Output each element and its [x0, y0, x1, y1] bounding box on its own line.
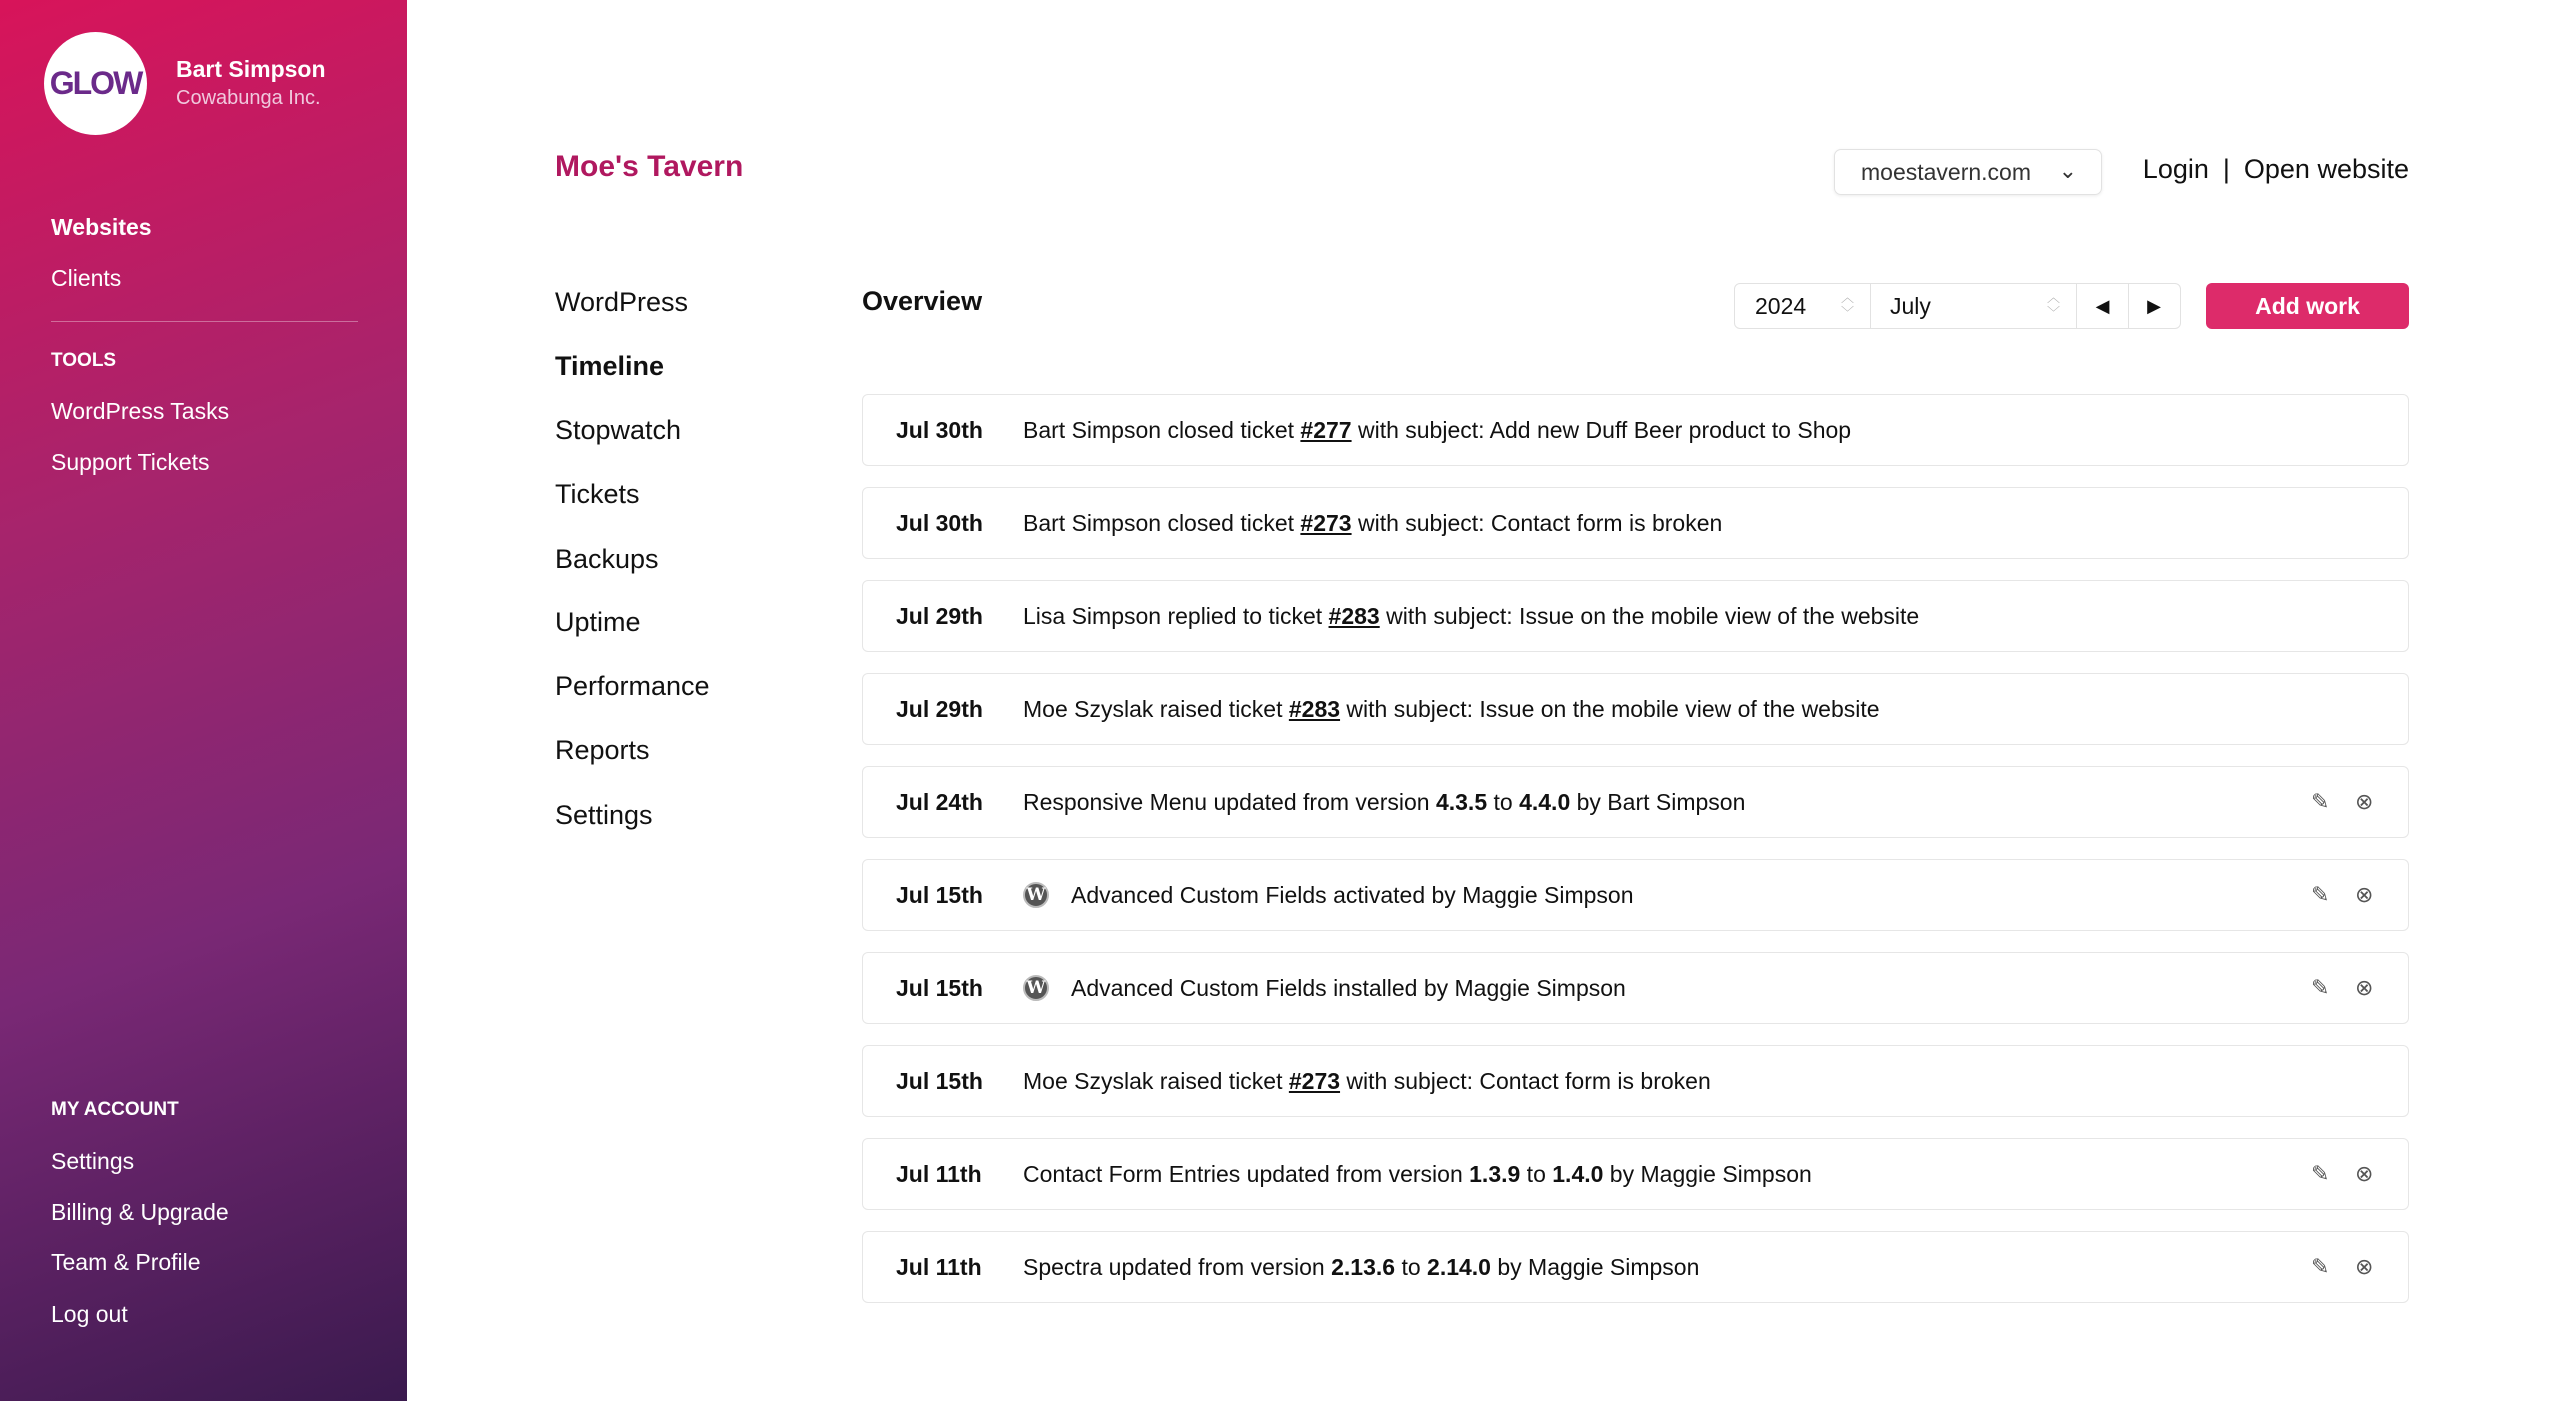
version-number: 4.4.0	[1519, 788, 1571, 815]
sidebar-item-websites[interactable]: Websites	[51, 214, 152, 240]
subnav-stopwatch[interactable]: Stopwatch	[555, 415, 682, 445]
company-name: Cowabunga Inc.	[176, 87, 321, 109]
subnav-timeline[interactable]: Timeline	[555, 351, 665, 381]
timeline-row	[862, 1231, 2409, 1303]
sidebar	[0, 0, 407, 1401]
prev-month-button[interactable]	[2076, 283, 2129, 329]
row-text-part: by Maggie Simpson	[1603, 1160, 1812, 1187]
row-text-part: by Maggie Simpson	[1490, 1253, 1700, 1280]
wordpress-icon: W	[1023, 882, 1049, 908]
remove-icon[interactable]: ⊗	[2355, 975, 2374, 1000]
subnav-uptime[interactable]: Uptime	[555, 607, 641, 637]
chevron-down-icon: ⌄	[2058, 158, 2077, 183]
version-number: 2.14.0	[1427, 1253, 1491, 1280]
edit-icon[interactable]: ✎	[2311, 1254, 2330, 1279]
sidebar-item-support-tickets[interactable]: Support Tickets	[51, 449, 210, 475]
timeline-row	[862, 673, 2409, 745]
row-text-part: with subject: Issue on the mobile view of the website	[1379, 602, 1920, 629]
next-month-button[interactable]	[2128, 283, 2181, 329]
row-text	[1023, 1068, 1711, 1095]
tools-heading: TOOLS	[51, 350, 117, 371]
overview-heading: Overview	[862, 286, 983, 316]
timeline-row	[862, 952, 2409, 1024]
ticket-link[interactable]: #283	[1288, 695, 1341, 722]
open-website-link[interactable]: Open website	[2243, 154, 2409, 184]
subnav-tickets[interactable]: Tickets	[555, 479, 640, 509]
subnav-performance[interactable]: Performance	[555, 671, 710, 701]
row-date: Jul 11th	[896, 1253, 982, 1280]
domain-value: moestavern.com	[1861, 158, 2032, 185]
sidebar-item-logout[interactable]: Log out	[51, 1301, 128, 1327]
company-logo	[44, 32, 147, 135]
row-date: Jul 15th	[896, 881, 983, 908]
ticket-link[interactable]: #283	[1328, 602, 1380, 629]
add-work-button[interactable]: Add work	[2206, 283, 2409, 329]
month-value: July	[1890, 292, 1931, 319]
row-date: Jul 15th	[896, 1067, 983, 1094]
domain-select[interactable]	[1834, 149, 2102, 195]
row-text-part: with subject: Contact form is broken	[1351, 509, 1723, 536]
timeline-row	[862, 394, 2409, 466]
year-value: 2024	[1755, 292, 1807, 319]
subnav-reports[interactable]: Reports	[555, 735, 650, 765]
timeline-row	[862, 859, 2409, 931]
remove-icon[interactable]: ⊗	[2355, 789, 2374, 814]
row-text-part: Moe Szyslak raised ticket	[1023, 1067, 1289, 1094]
row-text	[1023, 510, 1722, 537]
row-text-part: Moe Szyslak raised ticket	[1023, 695, 1289, 722]
row-date: Jul 30th	[896, 509, 983, 536]
remove-icon[interactable]: ⊗	[2355, 1161, 2374, 1186]
row-text-part: Advanced Custom Fields activated by Maggie Simpson	[1071, 881, 1634, 908]
row-date: Jul 29th	[896, 602, 983, 629]
subnav-wordpress[interactable]: WordPress	[555, 287, 689, 317]
user-name: Bart Simpson	[176, 56, 326, 82]
sidebar-item-team-profile[interactable]: Team & Profile	[51, 1249, 201, 1275]
row-date: Jul 11th	[896, 1160, 982, 1187]
edit-icon[interactable]: ✎	[2311, 1161, 2330, 1186]
version-number: 4.3.5	[1435, 788, 1488, 815]
sidebar-item-settings[interactable]: Settings	[51, 1148, 135, 1174]
ticket-link[interactable]: #273	[1300, 509, 1352, 536]
row-text	[1023, 603, 1919, 630]
row-text	[1023, 696, 1880, 723]
timeline-row	[862, 766, 2409, 838]
edit-icon[interactable]: ✎	[2311, 975, 2330, 1000]
row-text	[1023, 417, 1851, 444]
year-select[interactable]	[1734, 283, 1871, 329]
site-title: Moe's Tavern	[555, 150, 744, 183]
spinner-icon: ︿ ﹀	[1840, 290, 1854, 320]
remove-icon[interactable]: ⊗	[2355, 882, 2374, 907]
row-text-part: Contact Form Entries updated from version	[1023, 1160, 1470, 1187]
subnav-settings[interactable]: Settings	[555, 800, 653, 830]
row-text-part: to	[1487, 788, 1520, 815]
row-date: Jul 24th	[896, 788, 983, 815]
caret-left-icon: ◀	[2095, 295, 2110, 316]
subnav-backups[interactable]: Backups	[555, 544, 659, 574]
row-text	[1023, 1254, 1699, 1281]
account-heading: MY ACCOUNT	[51, 1099, 179, 1120]
row-date: Jul 30th	[896, 416, 983, 443]
logo-text: GLOW	[49, 65, 142, 101]
row-text	[1023, 789, 1745, 816]
link-separator: |	[2222, 154, 2230, 184]
row-text-part: Spectra updated from version	[1023, 1253, 1332, 1280]
sidebar-item-clients[interactable]: Clients	[51, 265, 122, 291]
timeline-row	[862, 1138, 2409, 1210]
caret-right-icon: ▶	[2147, 295, 2161, 316]
row-text	[1023, 975, 1626, 1002]
timeline-row	[862, 580, 2409, 652]
row-date: Jul 15th	[896, 974, 983, 1001]
row-date: Jul 29th	[896, 695, 983, 722]
row-text-part: with subject: Issue on the mobile view of the website	[1340, 695, 1880, 722]
row-text-part: with subject: Add new Duff Beer product to Shop	[1351, 416, 1852, 443]
row-text-part: Lisa Simpson replied to ticket	[1023, 602, 1329, 629]
wordpress-icon: W	[1023, 975, 1049, 1001]
row-text-part: Responsive Menu updated from version	[1023, 788, 1436, 815]
month-select[interactable]	[1870, 283, 2077, 329]
ticket-link[interactable]: #277	[1300, 416, 1352, 443]
sidebar-divider	[51, 321, 358, 322]
version-number: 1.4.0	[1552, 1160, 1604, 1187]
row-text-part: Bart Simpson closed ticket	[1023, 509, 1301, 536]
sidebar-item-billing[interactable]: Billing & Upgrade	[51, 1199, 229, 1225]
version-number: 1.3.9	[1469, 1160, 1521, 1187]
row-text-part: Bart Simpson closed ticket	[1023, 416, 1301, 443]
edit-icon[interactable]: ✎	[2311, 882, 2330, 907]
row-text-part: to	[1395, 1253, 1428, 1280]
timeline-row	[862, 487, 2409, 559]
remove-icon[interactable]: ⊗	[2355, 1254, 2374, 1279]
edit-icon[interactable]: ✎	[2311, 789, 2330, 814]
login-link[interactable]: Login	[2142, 154, 2209, 184]
row-text-part: by Bart Simpson	[1570, 788, 1746, 815]
sidebar-item-wordpress-tasks[interactable]: WordPress Tasks	[51, 398, 230, 424]
spinner-icon: ︿ ﹀	[2046, 290, 2060, 320]
ticket-link[interactable]: #273	[1288, 1067, 1341, 1094]
row-text-part: to	[1520, 1160, 1553, 1187]
version-number: 2.13.6	[1331, 1253, 1396, 1280]
row-text	[1023, 1161, 1812, 1188]
row-text-part: Advanced Custom Fields installed by Maggie Simpson	[1071, 974, 1626, 1001]
row-text-part: with subject: Contact form is broken	[1340, 1067, 1711, 1094]
timeline-row	[862, 1045, 2409, 1117]
row-text	[1023, 882, 1634, 909]
